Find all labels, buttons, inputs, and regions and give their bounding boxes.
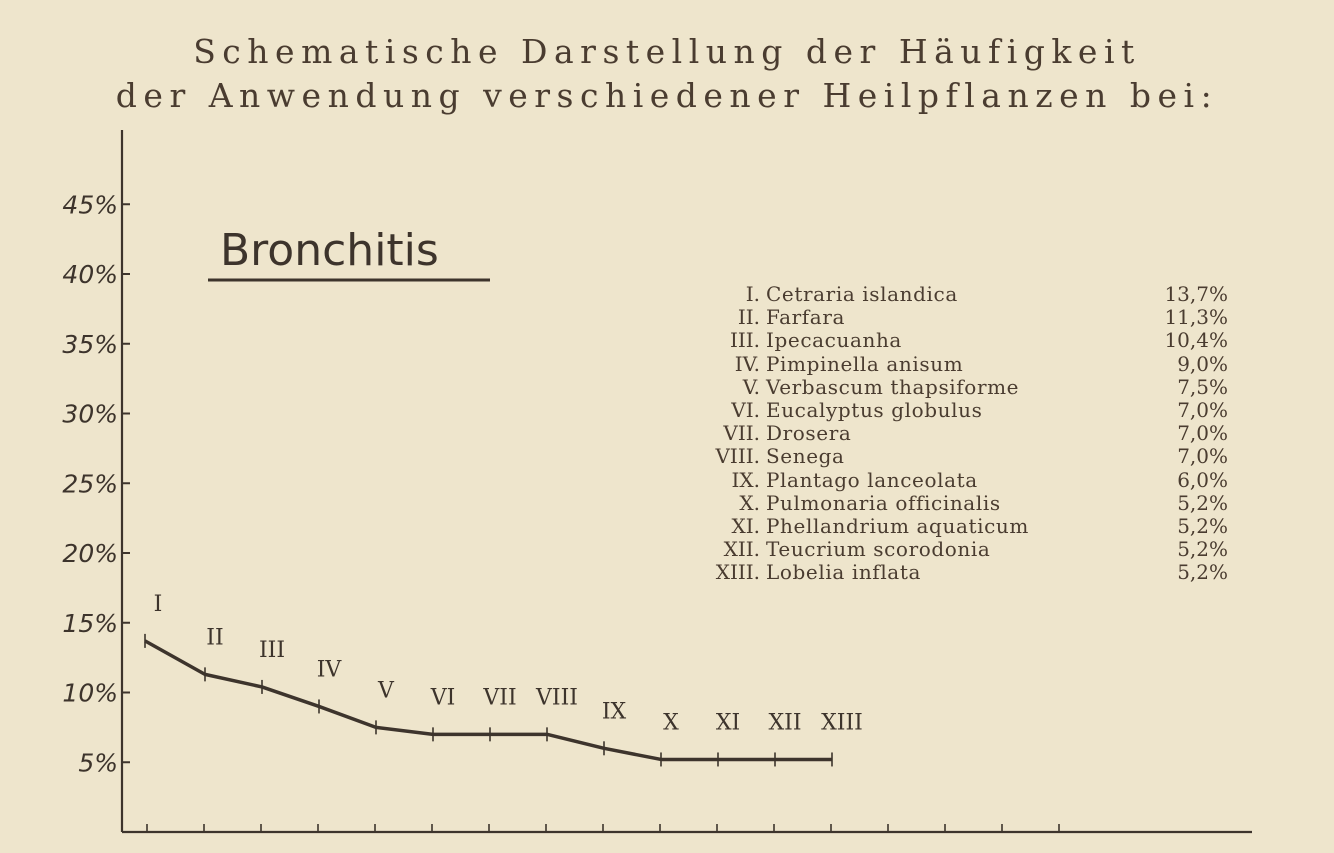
category-label: II <box>206 625 224 651</box>
legend-number: V. <box>742 374 760 399</box>
legend-percentage: 7,0% <box>1177 421 1228 446</box>
legend-number: VI. <box>731 397 760 422</box>
legend-percentage: 7,0% <box>1177 397 1228 422</box>
category-label: IX <box>601 699 627 725</box>
legend-percentage: 5,2% <box>1177 560 1228 585</box>
legend-percentage: 13,7% <box>1164 282 1228 306</box>
legend-entry <box>680 329 1240 352</box>
legend-number: XII. <box>723 537 760 562</box>
y-tick-label: 15% <box>62 608 118 638</box>
legend-entry <box>680 306 1240 329</box>
y-tick-label: 10% <box>62 678 118 708</box>
y-tick-label: 35% <box>62 329 118 359</box>
legend-plant-name: Teucrium scorodonia <box>766 537 991 562</box>
legend-number: XIII. <box>715 560 760 585</box>
legend-number: I. <box>745 282 760 306</box>
legend-percentage: 7,5% <box>1177 374 1228 399</box>
legend-percentage: 9,0% <box>1177 351 1228 376</box>
y-tick-label: 20% <box>62 539 118 568</box>
category-label: V <box>378 678 394 704</box>
legend-entry <box>680 538 1240 561</box>
legend-number: II. <box>737 305 760 330</box>
legend-entry <box>680 445 1240 468</box>
legend-plant-name: Eucalyptus globulus <box>766 397 983 422</box>
page-title-line-1: Schematische Darstellung der Häufigkeit <box>193 32 1141 71</box>
category-label: XIII <box>821 710 863 736</box>
category-labels <box>154 592 863 736</box>
category-label: IV <box>316 657 342 683</box>
legend-plant-name: Plantago lanceolata <box>766 467 978 492</box>
legend-percentage: 7,0% <box>1177 444 1228 469</box>
x-axis-ticks <box>147 824 1059 832</box>
legend-entry <box>680 376 1240 399</box>
legend-number: VII. <box>723 421 760 446</box>
legend-percentage: 5,2% <box>1177 513 1228 538</box>
legend-percentage: 5,2% <box>1177 490 1228 515</box>
category-label: X <box>663 710 679 736</box>
legend-entry <box>680 515 1240 538</box>
y-tick-label: 25% <box>62 469 118 499</box>
chart-title: Bronchitis <box>220 225 439 276</box>
legend-entry <box>680 469 1240 492</box>
legend-plant-name: Farfara <box>766 305 846 330</box>
legend-plant-name: Cetraria islandica <box>766 282 958 306</box>
legend-entry <box>680 561 1240 584</box>
legend-number: XI. <box>731 513 760 538</box>
category-label: XII <box>768 710 802 736</box>
category-label: I <box>153 591 163 617</box>
y-tick-label: 45% <box>62 190 118 220</box>
legend-percentage: 11,3% <box>1164 305 1228 330</box>
category-label: XI <box>715 710 741 736</box>
legend-plant-name: Drosera <box>766 421 852 446</box>
category-label: VI <box>430 685 456 711</box>
category-label: VIII <box>536 685 578 711</box>
legend-entry <box>680 283 1240 306</box>
legend-number: IV. <box>734 351 760 376</box>
legend-entry <box>680 399 1240 422</box>
legend <box>680 283 1240 584</box>
category-label: III <box>258 637 286 663</box>
legend-number: VIII. <box>715 444 760 469</box>
legend-entry <box>680 492 1240 515</box>
y-tick-label: 30% <box>62 399 118 429</box>
y-tick-label: 5% <box>78 748 118 778</box>
legend-plant-name: Phellandrium aquaticum <box>766 513 1029 538</box>
legend-percentage: 10,4% <box>1164 328 1228 353</box>
legend-number: III. <box>729 328 760 353</box>
legend-plant-name: Pulmonaria officinalis <box>766 490 1001 515</box>
legend-number: IX. <box>731 467 760 492</box>
category-label: VII <box>483 685 517 711</box>
legend-plant-name: Senega <box>766 444 845 469</box>
legend-entry <box>680 422 1240 445</box>
page-title-line-2: der Anwendung verschiedener Heilpflanzen bei: <box>115 76 1219 115</box>
legend-plant-name: Lobelia inflata <box>766 560 921 585</box>
y-tick-label: 40% <box>62 260 118 289</box>
y-axis-ticks <box>62 190 130 777</box>
legend-plant-name: Verbascum thapsiforme <box>766 374 1020 399</box>
legend-percentage: 5,2% <box>1177 537 1228 562</box>
legend-number: X. <box>739 490 760 515</box>
legend-entry <box>680 353 1240 376</box>
legend-percentage: 6,0% <box>1177 467 1228 492</box>
legend-plant-name: Pimpinella anisum <box>766 351 964 376</box>
legend-plant-name: Ipecacuanha <box>766 328 902 353</box>
